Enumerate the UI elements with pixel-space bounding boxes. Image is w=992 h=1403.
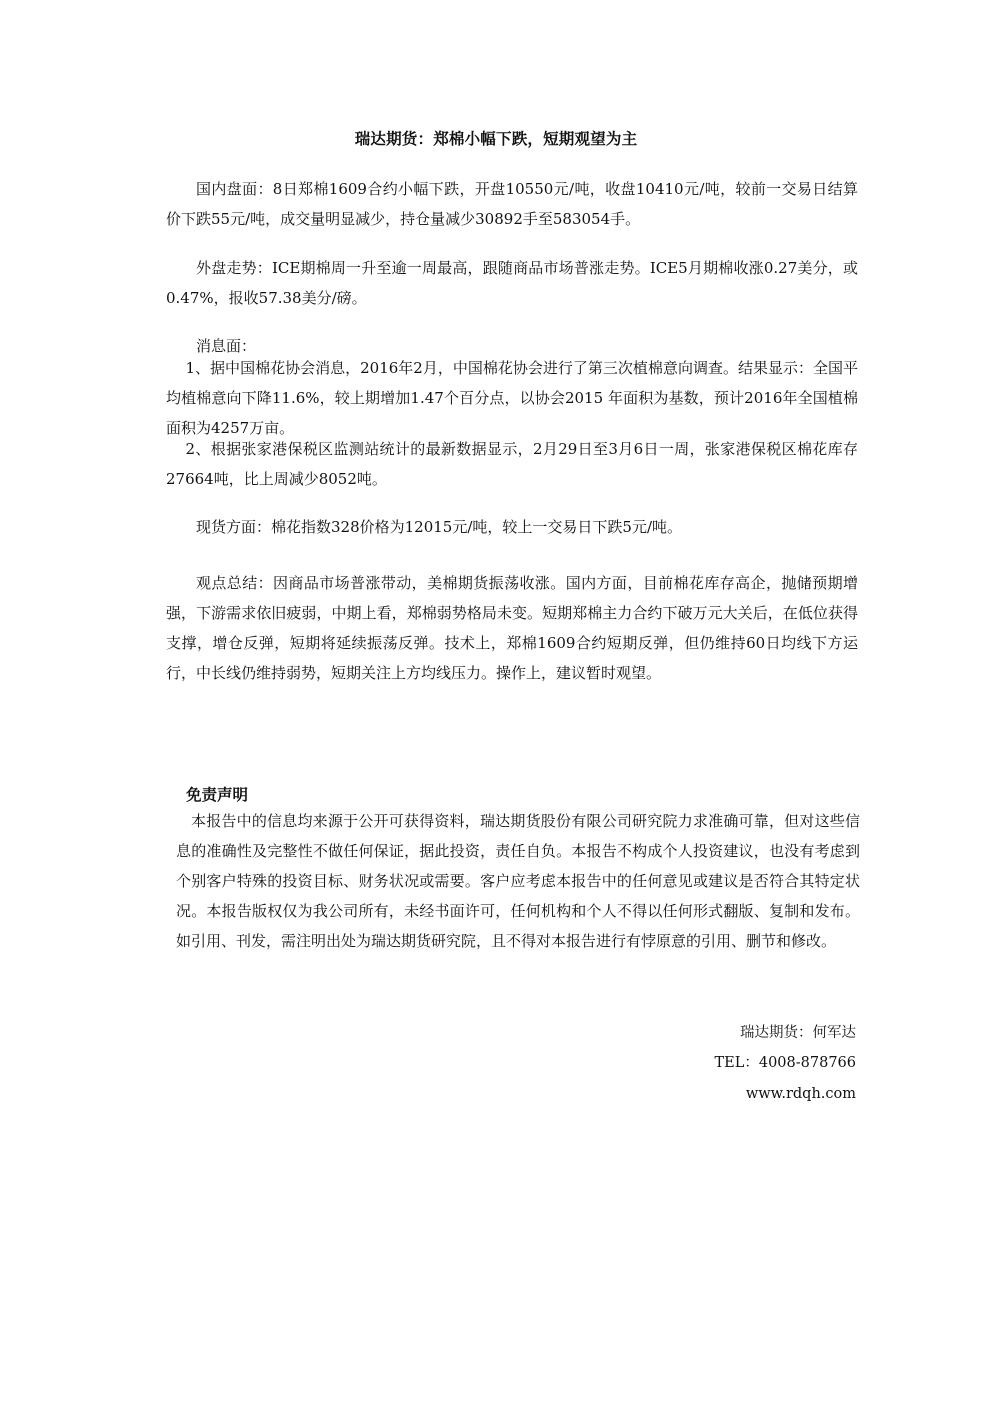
report-title: 瑞达期货：郑棉小幅下跌，短期观望为主 <box>354 130 638 148</box>
domestic-market-paragraph: 国内盘面：8日郑棉1609合约小幅下跌，开盘10550元/吨，收盘10410元/吨，较前一交易日结算价下跌55元/吨，成交量明显减少，持仓量减少30892手至583054手。 <box>166 180 858 228</box>
disclaimer-heading: 免责声明 <box>186 786 249 804</box>
signature-tel: TEL：4008-878766 <box>714 1055 856 1071</box>
disclaimer-body: 本报告中的信息均来源于公开可获得资料，瑞达期货股份有限公司研究院力求准确可靠，但对这些信息的准确性及完整性不做任何保证，据此投资，责任自负。本报告不构成个人投资建议，也没有考虑到个别客户特殊的投资目标、财务状况或需要。客户应考虑本报告中的任何意见或建议是否符合其特定状况。本报告版权仅为我公司所有，未经书面许可，任何机构和个人不得以任何形式翻版、复制和发布。如引用、刊发，需注明出处为瑞达期货研究院，且不得对本报告进行有悖原意的引用、删节和修改。 <box>176 812 860 950</box>
news-item-2: 2、根据张家港保税区监测站统计的最新数据显示，2月29日至3月6日一周，张家港保税区棉花库存27664吨，比上周减少8052吨。 <box>166 440 858 488</box>
news-item-1: 1、据中国棉花协会消息，2016年2月，中国棉花协会进行了第三次植棉意向调查。结果显示：全国平均植棉意向下降11.6%，较上期增加1.47个百分点，以协会2015 年面积为基数，预计2016年全国植棉面积为4257万亩。 <box>166 359 858 437</box>
summary-paragraph: 观点总结：因商品市场普涨带动，美棉期货振荡收涨。国内方面，目前棉花库存高企，抛储预期增强，下游需求依旧疲弱，中期上看，郑棉弱势格局未变。短期郑棉主力合约下破万元大关后，在低位获得支撑，增仓反弹，短期将延续振荡反弹。技术上，郑棉1609合约短期反弹，但仍维持60日均线下方运行，中长线仍维持弱势，短期关注上方均线压力。操作上，建议暂时观望。 <box>166 574 858 682</box>
news-label: 消息面： <box>196 337 257 355</box>
foreign-market-paragraph: 外盘走势：ICE期棉周一升至逾一周最高，跟随商品市场普涨走势。ICE5月期棉收涨0.27美分，或0.47%，报收57.38美分/磅。 <box>166 259 858 307</box>
signature-website: www.rdqh.com <box>745 1086 856 1102</box>
signature-author: 瑞达期货：何军达 <box>740 1025 856 1041</box>
spot-paragraph: 现货方面：棉花指数328价格为12015元/吨，较上一交易日下跌5元/吨。 <box>196 518 683 536</box>
